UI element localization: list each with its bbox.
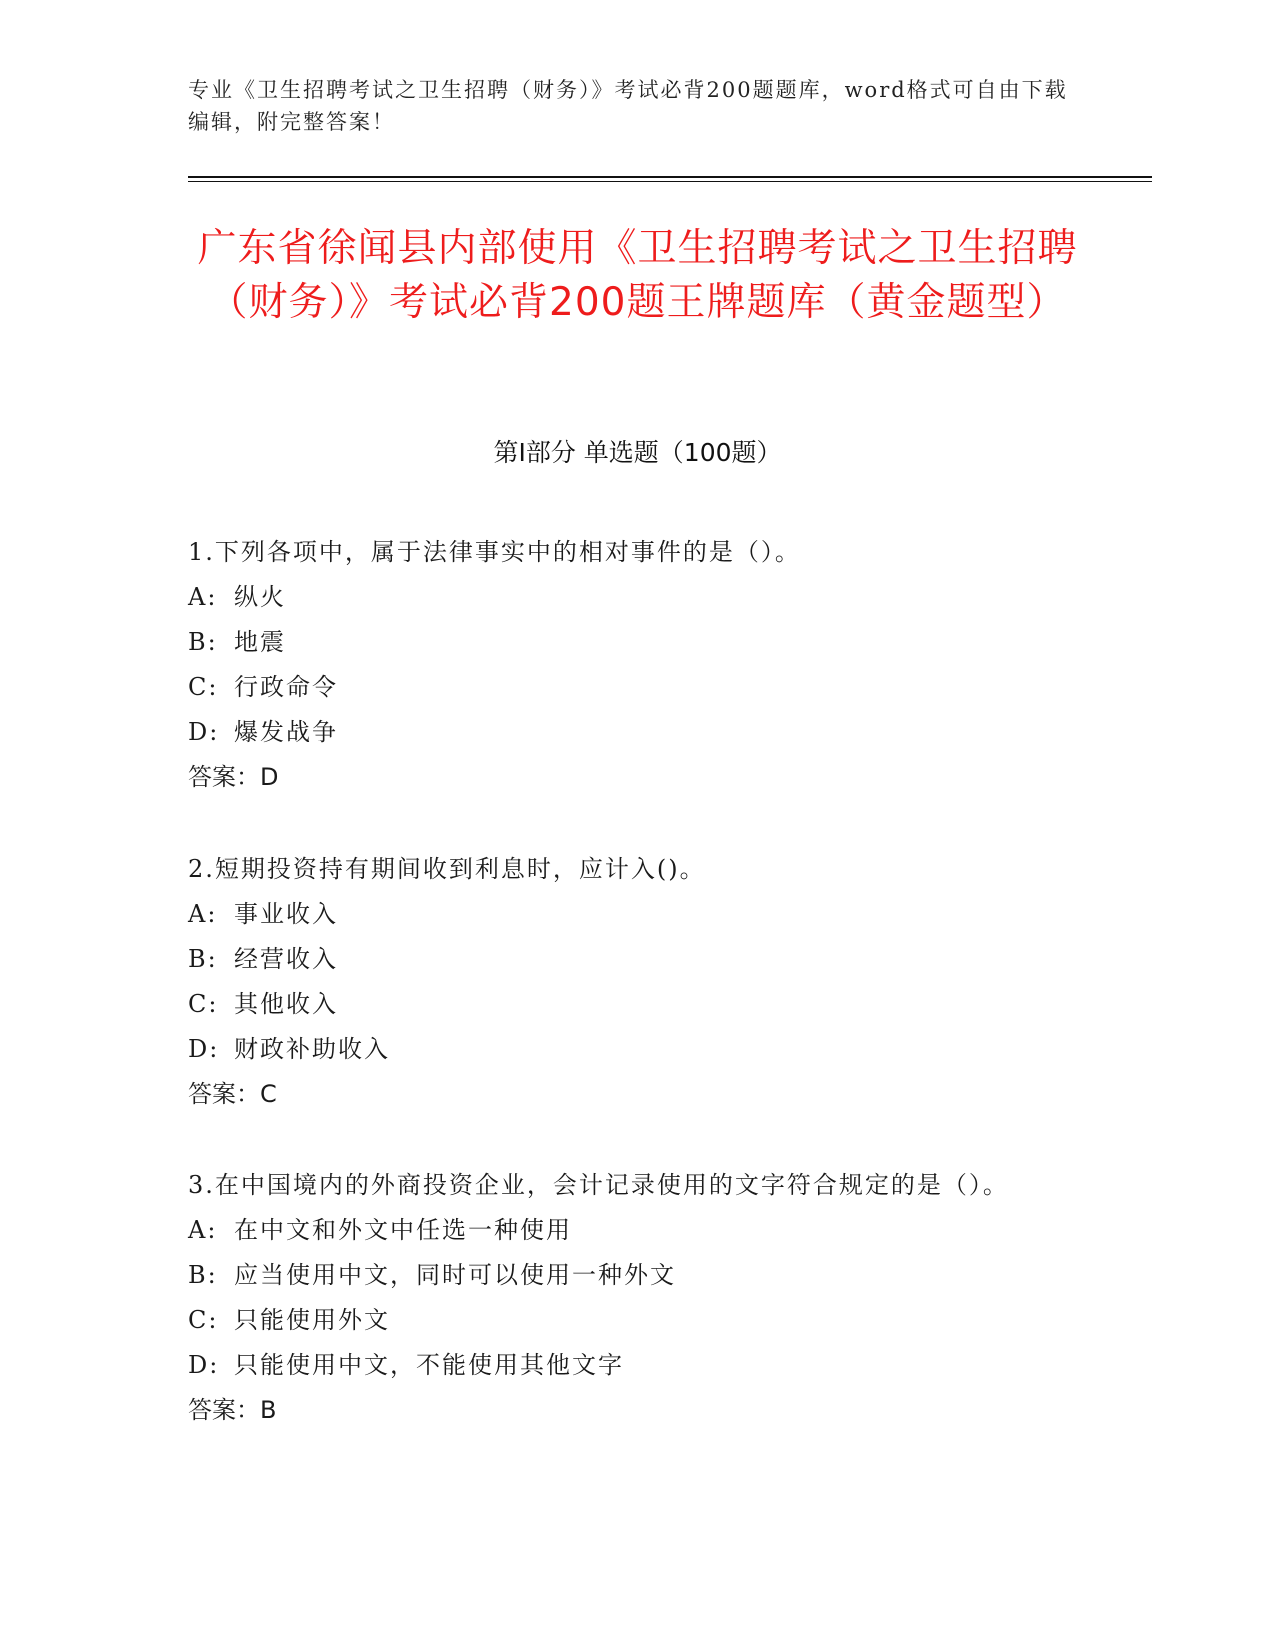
option-text: 纵火 — [234, 583, 286, 611]
option-letter: A: — [188, 583, 218, 611]
option-text: 只能使用外文 — [234, 1306, 390, 1334]
option-text: 行政命令 — [234, 673, 338, 701]
option-c — [188, 982, 1068, 1027]
option-d — [188, 710, 1068, 755]
option-text: 经营收入 — [234, 945, 338, 973]
option-text: 事业收入 — [234, 900, 338, 928]
header-divider-thick — [188, 176, 1152, 178]
header-note: 专业《卫生招聘考试之卫生招聘（财务）》考试必背200题题库，word格式可自由下载编辑，附完整答案！ — [188, 78, 1068, 134]
question-1 — [188, 530, 1068, 800]
option-letter: A: — [188, 1216, 218, 1244]
option-letter: B: — [188, 628, 218, 656]
option-letter: A: — [188, 900, 218, 928]
option-text: 爆发战争 — [234, 718, 338, 746]
option-c — [188, 1298, 1068, 1343]
option-text: 其他收入 — [234, 990, 338, 1018]
option-letter: C: — [188, 1306, 219, 1334]
answer-line — [188, 1388, 1068, 1433]
option-a — [188, 892, 1068, 937]
option-letter: B: — [188, 1261, 218, 1289]
document-title: 广东省徐闻县内部使用《卫生招聘考试之卫生招聘（财务）》考试必背200题王牌题库（黄金题型） — [197, 226, 1078, 325]
option-a — [188, 1208, 1068, 1253]
question-stem: 1.下列各项中，属于法律事实中的相对事件的是（）。 — [188, 538, 801, 566]
option-d — [188, 1343, 1068, 1388]
question-stem: 2.短期投资持有期间收到利息时，应计入()。 — [188, 855, 706, 883]
answer-value: D — [260, 763, 279, 791]
option-letter: C: — [188, 673, 219, 701]
option-letter: D: — [188, 1351, 220, 1379]
option-text: 应当使用中文，同时可以使用一种外文 — [234, 1261, 676, 1289]
option-b — [188, 1253, 1068, 1298]
answer-label: 答案： — [188, 763, 260, 791]
header-divider-thin — [188, 181, 1152, 182]
option-text: 只能使用中文，不能使用其他文字 — [234, 1351, 624, 1379]
section-heading: 第Ⅰ部分 单选题（100题） — [493, 438, 782, 467]
option-d — [188, 1027, 1068, 1072]
answer-line — [188, 1072, 1068, 1117]
question-3 — [188, 1163, 1068, 1433]
option-letter: D: — [188, 718, 220, 746]
option-letter: D: — [188, 1035, 220, 1063]
question-2 — [188, 847, 1068, 1117]
answer-line — [188, 755, 1068, 800]
option-text: 地震 — [234, 628, 286, 656]
answer-value: C — [260, 1080, 277, 1108]
question-stem: 3.在中国境内的外商投资企业，会计记录使用的文字符合规定的是（）。 — [188, 1171, 1009, 1199]
option-text: 财政补助收入 — [234, 1035, 390, 1063]
answer-value: B — [260, 1396, 277, 1424]
option-letter: B: — [188, 945, 218, 973]
answer-label: 答案： — [188, 1396, 260, 1424]
option-c — [188, 665, 1068, 710]
answer-label: 答案： — [188, 1080, 260, 1108]
option-b — [188, 937, 1068, 982]
option-b — [188, 620, 1068, 665]
option-text: 在中文和外文中任选一种使用 — [234, 1216, 572, 1244]
option-letter: C: — [188, 990, 219, 1018]
option-a — [188, 575, 1068, 620]
